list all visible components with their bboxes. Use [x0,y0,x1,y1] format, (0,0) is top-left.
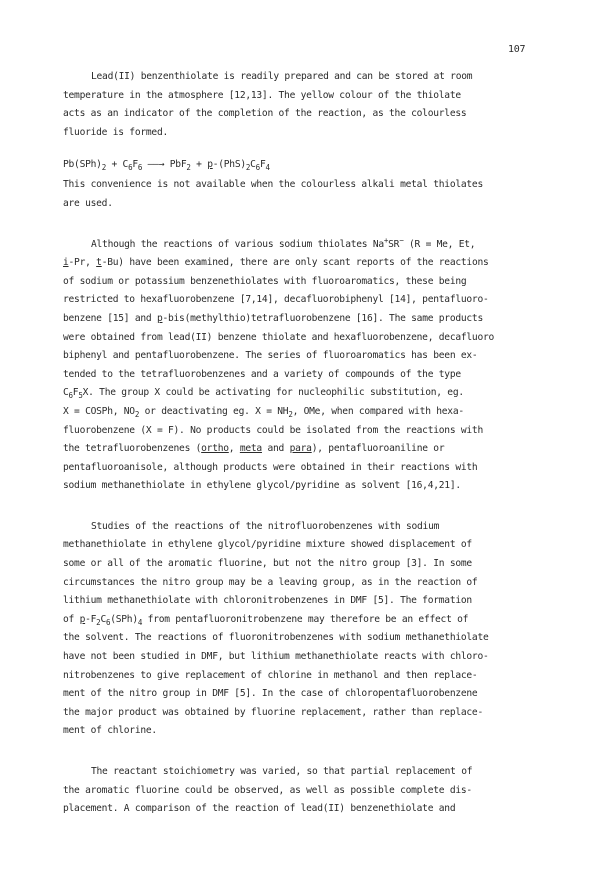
text-line: circumstances the nitro group may be a leaving group, as in the reaction of [63,576,478,588]
text-line: nitrobenzenes to give replacement of chlorine in methanol and then replace- [63,669,478,681]
text-line: tended to the tetrafluorobenzenes and a variety of compounds of the type [63,368,461,380]
text-line: acts as an indicator of the completion of the reaction, as the colourless [63,108,467,120]
text-line: of sodium or potassium benzenethiolates with fluoroaromatics, these being [63,275,467,287]
reaction-equation: $Pb(SPh)_2 + C_6F_6$ ——→ $PbF_2 + p-(PhS)_2C_6F_4$ [63,159,270,173]
text-line: the tetrafluorobenzenes (ortho, meta and para), pentafluoroaniline or [63,443,445,455]
text-line: benzene [15] and p-bis(methylthio)tetrafluorobenzene [16]. The same products [63,312,483,324]
text-line: fluoride is formed. [63,126,168,138]
paragraph-convenience [63,176,535,213]
text-line: are used. [63,197,113,209]
text-line: Lead(II) benzenthiolate is readily prepared and can be stored at room [91,71,473,82]
text-line: have not been studied in DMF, but lithium methanethiolate reacts with chloro- [63,651,489,663]
text-line: placement. A comparison of the reaction of lead(II) benzenethiolate and [63,803,456,815]
text-line: fluorobenzene (X = F). No products could be isolated from the reactions with [63,424,483,436]
text-line: This convenience is not available when the colourless alkali metal thiolates [63,179,483,191]
text-line: temperature in the atmosphere [12,13]. The yellow colour of the thiolate [63,89,461,101]
paragraph-nitrofluorobenzenes [63,518,535,741]
page-number: 107 [508,44,526,55]
text-line: restricted to hexafluorobenzene [7,14], decafluorobiphenyl [14], pentafluoro- [63,294,489,306]
text-line: Studies of the reactions of the nitrofluorobenzenes with sodium [91,520,440,532]
text-line: the major product was obtained by fluorine replacement, rather than replace- [63,706,483,718]
text-line: the solvent. The reactions of fluoronitrobenzenes with sodium methanethiolate [63,632,489,644]
text-line: sodium methanethiolate in ethylene glycol/pyridine as solvent [16,4,21]. [63,480,461,492]
text-line: lithium methanethiolate with chloronitrobenzenes in DMF [5]. The formation [63,595,472,607]
text-line: X = COSPh, $NO_2$ or deactivating eg. $X = NH_2$, OMe, when compared with hexa- [63,405,464,419]
text-line: The reactant stoichiometry was varied, so that partial replacement of [91,766,473,777]
text-line: ment of chlorine. [63,725,157,737]
text-line: of $p-F_2C_6(SPh)_4$ from pentafluoronitrobenzene may therefore be an effect of [63,613,469,627]
text-line: Although the reactions of various sodium thiolates Na+SR− (R = Me, Et, [91,235,476,250]
text-line: biphenyl and pentafluorobenzene. The series of fluoroaromatics has been ex- [63,350,478,362]
text-line: some or all of the aromatic fluorine, but not the nitro group [3]. In some [63,558,472,570]
text-line: were obtained from lead(II) benzene thiolate and hexafluorobenzene, decafluoro [63,331,495,343]
text-line: pentafluoroanisole, although products were obtained in their reactions with [63,461,478,473]
reaction-arrow: ——→ [142,159,170,171]
paragraph-stoichiometry [63,763,535,819]
text-line: $C_6F_5X$. The group X could be activating for nucleophilic substitution, eg. [63,387,464,401]
paragraph-sodium-thiolates [63,236,535,496]
text-line: ment of the nitro group in DMF [5]. In the case of chloropentafluorobenzene [63,688,478,700]
text-line: the aromatic fluorine could be observed, as well as possible complete dis- [63,784,472,796]
text-line: i-Pr, t-Bu) have been examined, there are only scant reports of the reactions [63,257,489,269]
text-line: methanethiolate in ethylene glycol/pyridine mixture showed displacement of [63,539,472,551]
page-body [63,68,535,831]
paragraph-lead-benzenthiolate [63,68,535,142]
